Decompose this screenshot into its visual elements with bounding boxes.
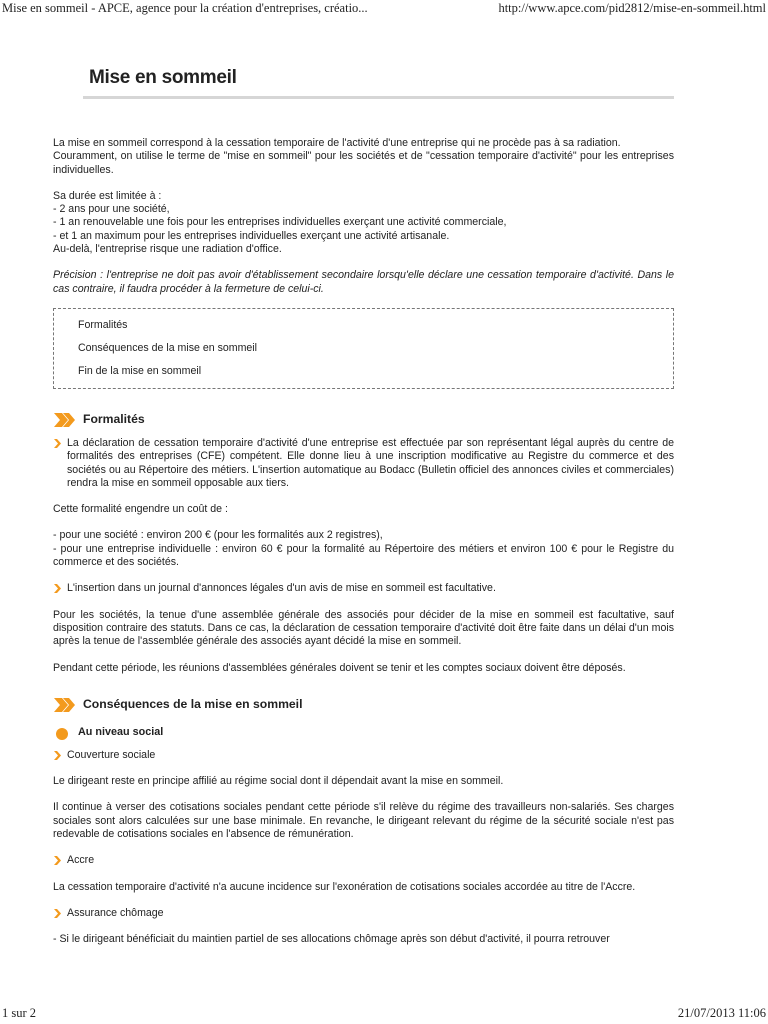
- paragraph: La déclaration de cessation temporaire d'activité d'une entreprise est effectuée par son représentant légal auprès du centre de formalités des entreprises (CFE) compétent. Elle donne lieu à une inscription modificative au Registre du commerce et des sociétés ou au Répertoire des métiers. L'insertion automatique au Bodacc (Bulletin officiel des annonces civiles et commerciales) rendra la mise en sommeil opposable aux tiers.: [67, 436, 674, 489]
- toc-link-fin[interactable]: Fin de la mise en sommeil: [78, 364, 202, 377]
- bullet-paragraph: [53, 437, 674, 490]
- paragraph: Il continue à verser des cotisations sociales pendant cette période s'il relève du régime des travailleurs non-salariés. Ses charges sociales sont alors calculées sur une base minimale. En revanche, le dirigeant relevant du régime de la sécurité sociale n'est pas redevable de cotisations sociales en l'absence de rémunération.: [53, 801, 674, 841]
- bullet-label-text: Couverture sociale: [67, 748, 156, 761]
- page-title: Mise en sommeil: [89, 67, 237, 88]
- bullet-label: [53, 854, 674, 867]
- print-header: [0, 0, 768, 16]
- arrow-bullet-icon: [53, 909, 61, 918]
- cost-item: - pour une entreprise individuelle : environ 60 € pour la formalité au Répertoire des métiers et environ 100 € pour le Registre du commerce et des sociétés.: [53, 542, 674, 569]
- paragraph: La cessation temporaire d'activité n'a aucune incidence sur l'exonération de cotisations sociales accordée au titre de l'Accre.: [53, 880, 636, 893]
- print-datetime: 21/07/2013 11:06: [677, 1006, 766, 1020]
- toc-link-consequences[interactable]: Conséquences de la mise en sommeil: [78, 341, 258, 354]
- paragraph: Le dirigeant reste en principe affilié au régime social dont il dépendait avant la mise en sommeil.: [53, 775, 504, 788]
- print-page-number: 1 sur 2: [2, 1006, 37, 1020]
- subheading-text: Au niveau social: [78, 726, 164, 739]
- intro-paragraph-2: Couramment, on utilise le terme de "mise en sommeil" pour les sociétés et de "cessation temporaire d'activité" pour les entreprises individuelles.: [53, 150, 674, 176]
- paragraph: Pendant cette période, les réunions d'assemblées générales doivent se tenir et les comptes sociaux doivent être déposés.: [53, 661, 626, 674]
- toc-link-formalites[interactable]: Formalités: [78, 318, 128, 331]
- subheading-social: [53, 724, 674, 742]
- section-title: Formalités: [83, 412, 145, 427]
- cost-intro: Cette formalité engendre un coût de :: [53, 503, 228, 516]
- precision-note: Précision : l'entreprise ne doit pas avoir d'établissement secondaire lorsqu'elle déclare une cessation temporaire d'activité. Dans le cas contraire, il faudra procéder à la fermeture de celui-ci.: [53, 269, 674, 295]
- print-page-title: Mise en sommeil - APCE, agence pour la création d'entreprises, créatio...: [2, 1, 368, 15]
- orange-dot-icon: [56, 728, 68, 740]
- title-rule: [83, 96, 674, 99]
- double-chevron-icon: [53, 412, 77, 428]
- arrow-bullet-icon: [53, 439, 61, 448]
- duration-item: - 1 an renouvelable une fois pour les entreprises individuelles exerçant une activité commerciale,: [53, 216, 507, 229]
- section-header-formalites: [53, 409, 674, 431]
- intro-paragraph: La mise en sommeil correspond à la cessation temporaire de l'activité d'une entreprise qui ne procède pas à sa radiation.: [53, 137, 621, 149]
- arrow-bullet-icon: [53, 856, 61, 865]
- section-header-consequences: [53, 694, 674, 716]
- article: [53, 66, 674, 947]
- duration-item: - et 1 an maximum pour les entreprises individuelles exerçant une activité artisanale.: [53, 229, 450, 242]
- bullet-label: [53, 907, 674, 920]
- table-of-contents: [53, 308, 674, 389]
- duration-intro: Sa durée est limitée à :: [53, 189, 162, 202]
- paragraph: L'insertion dans un journal d'annonces légales d'un avis de mise en sommeil est facultative.: [67, 582, 496, 595]
- arrow-bullet-icon: [53, 751, 61, 760]
- paragraph: - Si le dirigeant bénéficiait du maintien partiel de ses allocations chômage après son début d'activité, il pourra retrouver: [53, 933, 610, 946]
- arrow-bullet-icon: [53, 584, 61, 593]
- print-footer: [0, 1006, 768, 1024]
- bullet-label: [53, 749, 674, 762]
- bullet-label-text: Accre: [67, 854, 95, 867]
- double-chevron-icon: [53, 697, 77, 713]
- print-url[interactable]: http://www.apce.com/pid2812/mise-en-sommeil.html: [498, 1, 766, 15]
- duration-note: Au-delà, l'entreprise risque une radiation d'office.: [53, 243, 282, 256]
- paragraph: Pour les sociétés, la tenue d'une assemblée générale des associés pour décider de la mise en sommeil est facultative, sauf disposition contraire des statuts. Dans ce cas, la déclaration de cessation temporaire d'activité doit être faite dans un délai d'un mois après la tenue de l'assemblée générale des associés ayant décidé la mise en sommeil.: [53, 608, 674, 648]
- bullet-label-text: Assurance chômage: [67, 906, 164, 919]
- section-title: Conséquences de la mise en sommeil: [83, 697, 303, 712]
- duration-item: - 2 ans pour une société,: [53, 203, 170, 216]
- cost-item: - pour une société : environ 200 € (pour les formalités aux 2 registres),: [53, 529, 383, 542]
- bullet-paragraph: [53, 582, 674, 595]
